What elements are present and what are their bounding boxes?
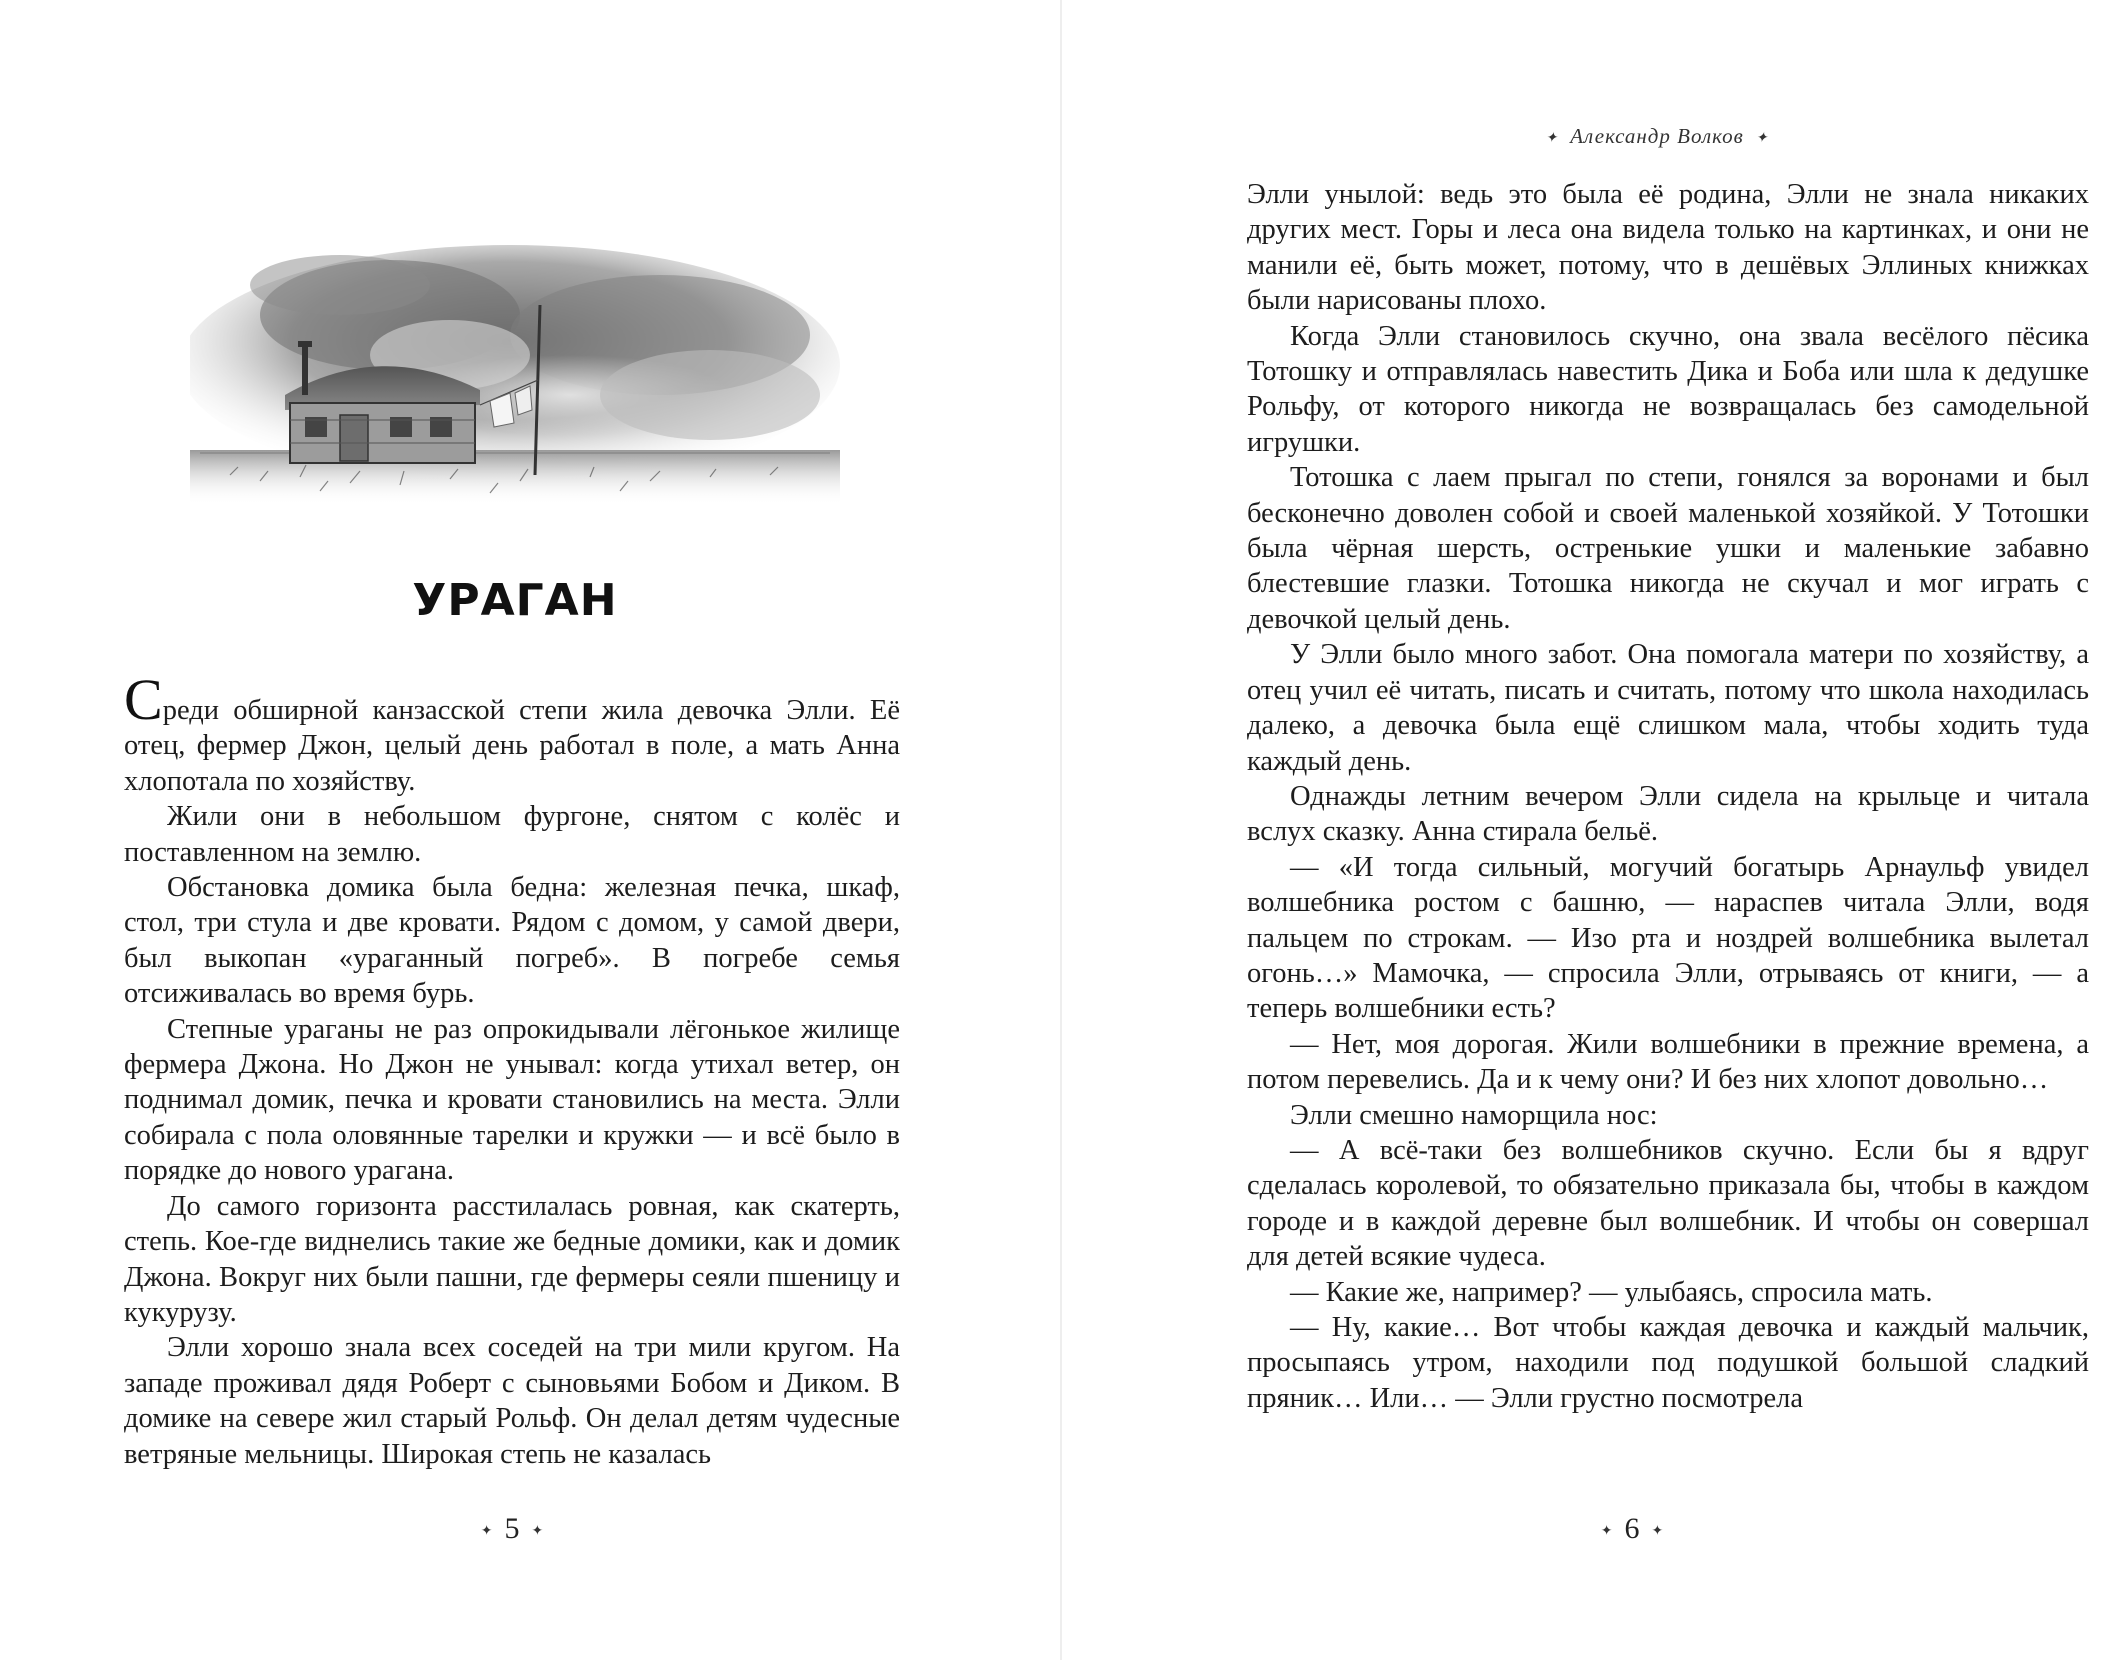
running-head <box>1407 124 1907 149</box>
paragraph: Тотошка с лаем прыгал по степи, гонялся за воронами и был бесконечно доволен собой и своей маленькой хозяйкой. У Тотошки была чёрная шерсть, остренькие ушки и маленькие забавно блестевшие глазки. Тотошка никогда не скучал и мог играть с девочкой целый день. <box>1247 462 2089 635</box>
drop-cap: С <box>124 667 163 732</box>
page-number-value: 6 <box>1624 1512 1640 1545</box>
chapter-title: УРАГАН <box>412 575 618 626</box>
paragraph: Когда Элли становилось скучно, она звала весёлого пёсика Тотошку и отправлялась навестить Дика и Боба или шла к дедушке Рольфу, от которого никогда не возвращалась без самодельной игрушки. <box>1247 320 2089 458</box>
paragraph: — «И тогда сильный, могучий богатырь Арнаульф увидел волшебника ростом с башню, — нараспев читала Элли, водя пальцем по строкам. — Изо рта и ноздрей волшебника вылетал огонь…» Мамочка, — спросила Элли, отрываясь от книги, — а теперь волшебники есть? <box>1247 851 2089 1025</box>
page-number-right <box>1532 1512 1732 1546</box>
paragraph: — Какие же, например? — улыбаясь, спросила мать. <box>1290 1276 1933 1308</box>
paragraph: До самого горизонта расстилалась ровная, как скатерть, степь. Кое-где виднелись такие же бедные домики, как и домик Джона. Вокруг них были пашни, где фермеры сеяли пшеницу и кукурузу. <box>124 1190 900 1328</box>
right-page-text <box>1247 177 2089 1416</box>
paragraph: Элли хорошо знала всех соседей на три мили кругом. На западе проживал дядя Роберт с сыновьями Бобом и Диком. В домике на севере жил старый Рольф. Он делал детям чудесные ветряные мельницы. Широкая степь не казалась <box>124 1332 900 1470</box>
paragraph: Жили они в небольшом фургоне, снятом с колёс и поставленном на землю. <box>124 801 900 868</box>
paragraph: Степные ураганы не раз опрокидывали лёгонькое жилище фермера Джона. Но Джон не унывал: когда утихал ветер, он поднимал домик, печка и кровати становились на места. Элли собирала с пола оловянные тарелки и кружки — и всё было в порядке до нового урагана. <box>124 1013 900 1187</box>
paragraph: Элли смешно наморщила нос: <box>1290 1099 1658 1131</box>
paragraph-text: реди обширной канзасской степи жила девочка Элли. Её отец, фермер Джон, целый день работал в поле, а мать Анна хлопотала по хозяйству. <box>124 695 900 797</box>
paragraph: Обстановка домика была бедна: железная печка, шкаф, стол, три стула и две кровати. Рядом с домом, у самой двери, был выкопан «ураганный погреб». В погребе семья отсиживалась во время бурь. <box>124 872 900 1010</box>
left-page-text <box>124 667 900 1472</box>
star-ornament-icon: ✦ <box>1600 1523 1613 1539</box>
paragraph: Однажды летним вечером Элли сидела на крыльце и читала вслух сказку. Анна стирала бельё. <box>1247 780 2089 848</box>
paragraph: — Нет, моя дорогая. Жили волшебники в прежние времена, а потом перевелись. Да и к чему они? И без них хлопот довольно… <box>1247 1028 2089 1096</box>
paragraph: — Ну, какие… Вот чтобы каждая девочка и каждый мальчик, просыпаясь утром, находили под подушкой большой сладкий пряник… Или… — Элли грустно посмотрела <box>1247 1312 2089 1414</box>
star-ornament-icon: ✦ <box>480 1523 493 1539</box>
star-ornament-icon: ✦ <box>1545 130 1559 146</box>
star-ornament-icon: ✦ <box>1755 130 1769 146</box>
paragraph: Элли унылой: ведь это была её родина, Элли не знала никаких других мест. Горы и леса она видела только на картинках, и они не манили её, быть может, потому, что в дешёвых Эллиных книжках были нарисованы плохо. <box>1247 179 2089 317</box>
page-number-value: 5 <box>504 1512 520 1545</box>
author-name: Александр Волков <box>1570 124 1744 148</box>
paragraph <box>124 667 900 799</box>
right-page <box>1062 0 2122 1660</box>
paragraph: У Элли было много забот. Она помогала матери по хозяйству, а отец учил её читать, писать и считать, потому что школа находилась далеко, а девочка была ещё слишком мала, чтобы ходить туда каждый день. <box>1247 639 2089 777</box>
page-number-left <box>412 1512 612 1546</box>
star-ornament-icon: ✦ <box>1651 1523 1664 1539</box>
paragraph: — А всё-таки без волшебников скучно. Если бы я вдруг сделалась королевой, то обязательно приказала бы, чтобы в каждом городе и в каждой деревне был волшебник. И чтобы он совершал для детей всякие чудеса. <box>1247 1134 2089 1273</box>
chapter-illustration-wagon-house <box>190 245 840 545</box>
left-page <box>0 0 1060 1660</box>
star-ornament-icon: ✦ <box>531 1523 544 1539</box>
